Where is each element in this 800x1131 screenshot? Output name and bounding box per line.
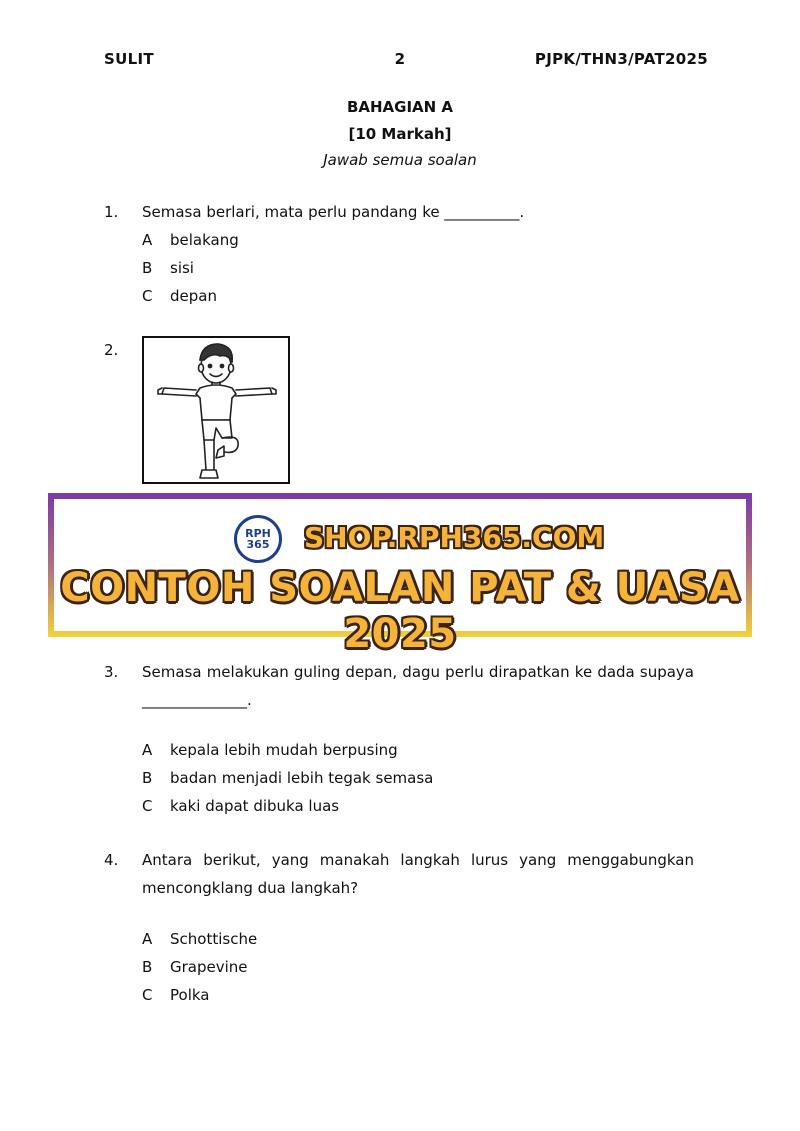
q4-option-c-text: Polka (170, 986, 210, 1004)
question-1-text: Semasa berlari, mata perlu pandang ke __________. (142, 203, 525, 221)
section-instruction: Jawab semua soalan (323, 151, 477, 169)
question-1-number: 1. (104, 203, 119, 221)
q3-option-c-text: kaki dapat dibuka luas (170, 797, 340, 815)
q1-option-c-text: depan (170, 287, 217, 305)
q1-option-b-letter: B (142, 259, 153, 277)
q4-option-a-letter: A (142, 930, 153, 948)
question-2-number: 2. (104, 341, 119, 359)
section-title: BAHAGIAN A (346, 98, 454, 116)
q3-option-a-letter: A (142, 741, 153, 759)
q4-option-b-letter: B (142, 958, 153, 976)
q4-option-c-letter: C (142, 986, 153, 1004)
q4-option-b-text: Grapevine (170, 958, 248, 976)
watermark-banner (48, 493, 752, 657)
q1-option-c-letter: C (142, 287, 153, 305)
question-2-image-frame (142, 336, 290, 484)
page-number: 2 (394, 50, 406, 68)
question-4-number: 4. (104, 851, 119, 869)
paper-code: PJPK/THN3/PAT2025 (534, 50, 708, 68)
q3-option-c-letter: C (142, 797, 153, 815)
banner-shop-url: SHOP.RPH365.COM (304, 521, 605, 554)
question-3-number: 3. (104, 663, 119, 681)
q3-option-b-letter: B (142, 769, 153, 787)
q1-option-b-text: sisi (170, 259, 194, 277)
banner-title: CONTOH SOALAN PAT & UASA 2025 (60, 565, 740, 657)
question-4-text: Antara berikut, yang manakah langkah lurus yang menggabungkan mencongklang dua langkah? (142, 851, 694, 897)
header-left: SULIT (104, 50, 154, 68)
q3-option-b-text: badan menjadi lebih tegak semasa (170, 769, 434, 787)
q1-option-a-text: belakang (170, 231, 239, 249)
rph365-logo: RPH 365 (234, 515, 282, 563)
q4-option-a-text: Schottische (170, 930, 258, 948)
q1-option-a-letter: A (142, 231, 153, 249)
q3-option-a-text: kepala lebih mudah berpusing (170, 741, 398, 759)
boy-balancing-one-leg-illustration (144, 338, 288, 482)
question-3-text: Semasa melakukan guling depan, dagu perlu dirapatkan ke dada supaya ______________. (142, 663, 694, 709)
section-marks: [10 Markah] (348, 125, 452, 143)
